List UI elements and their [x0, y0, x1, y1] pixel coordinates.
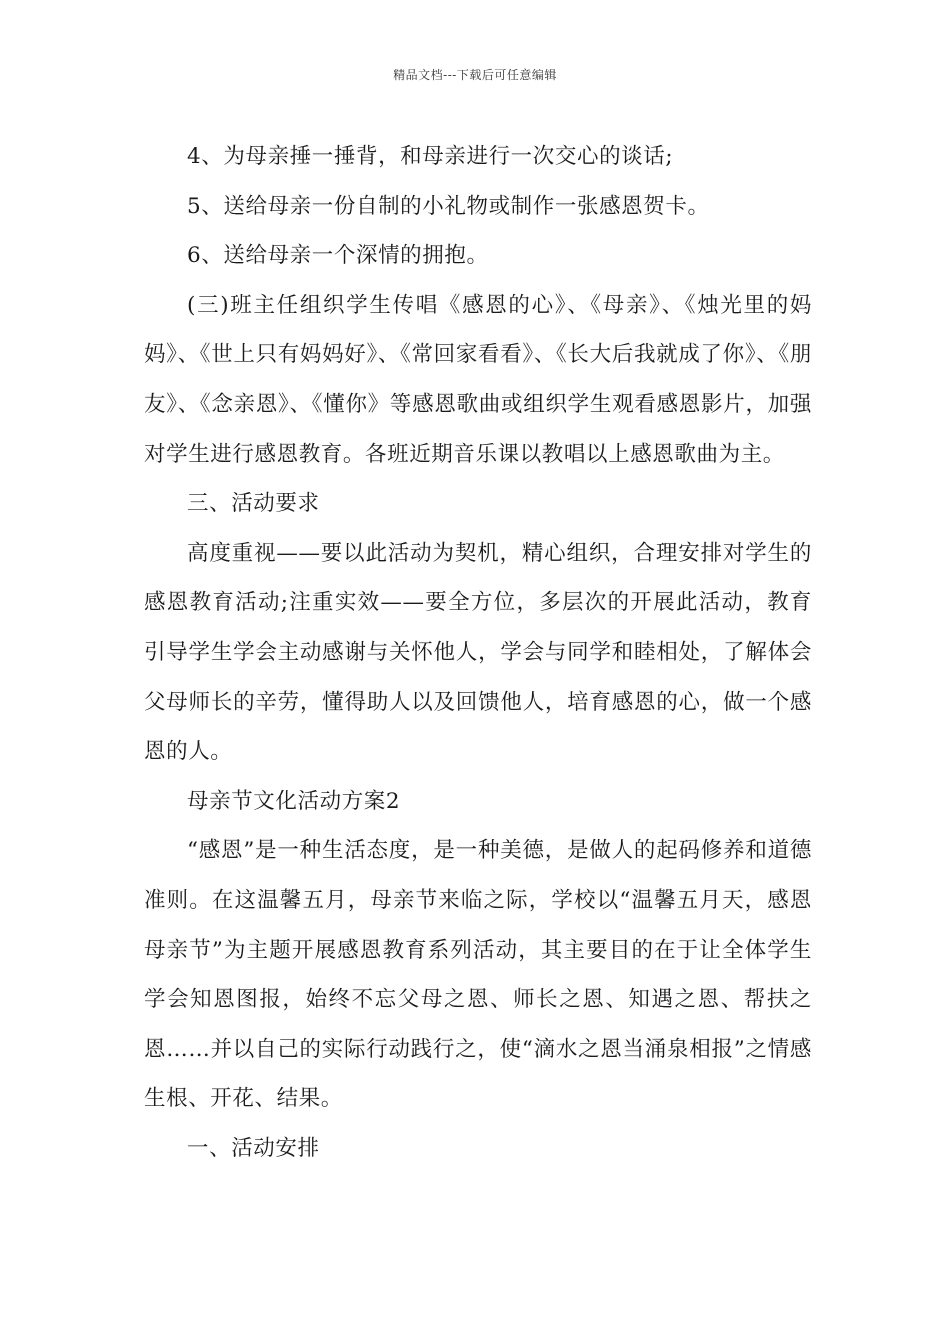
paragraph-intro: “感恩”是一种生活态度，是一种美德，是做人的起码修养和道德准则。在这温馨五月，母亲节来临之际，学校以“温馨五月天，感恩母亲节”为主题开展感恩教育系列活动，其主要目的在于让全体学生学会知恩图报，始终不忘父母之恩、师长之恩、知遇之恩、帮扶之恩……并以自己的实际行动践行之，使“滴水之恩当涌泉相报”之情感生根、开花、结果。 — [144, 838, 812, 1112]
list-item-4: 4、为母亲捶一捶背，和母亲进行一次交心的谈话; — [187, 144, 674, 169]
document-body — [144, 132, 812, 1173]
list-item-5: 5、送给母亲一份自制的小礼物或制作一张感恩贺卡。 — [187, 193, 710, 219]
page-header: 精品文档---下载后可任意编辑 — [393, 68, 557, 82]
section-title-plan-2: 母亲节文化活动方案2 — [187, 788, 401, 814]
paragraph-songs: (三)班主任组织学生传唱《感恩的心》、《母亲》、《烛光里的妈妈》、《世上只有妈妈好》、《常回家看看》、《长大后我就成了你》、《朋友》、《念亲恩》、《懂你》等感恩歌曲或组织学生观看感恩影片，加强对学生进行感恩教育。各班近期音乐课以教唱以上感恩歌曲为主。 — [144, 292, 812, 467]
section-heading-arrangement: 一、活动安排 — [187, 1135, 320, 1161]
section-heading-requirements: 三、活动要求 — [187, 491, 320, 517]
list-item-6: 6、送给母亲一个深情的拥抱。 — [187, 243, 489, 269]
paragraph-requirements: 高度重视——要以此活动为契机，精心组织，合理安排对学生的感恩教育活动;注重实效——要全方位，多层次的开展此活动，教育引导学生学会主动感谢与关怀他人，学会与同学和睦相处，了解体会父母师长的辛劳，懂得助人以及回馈他人，培育感恩的心，做一个感恩的人。 — [144, 540, 812, 765]
